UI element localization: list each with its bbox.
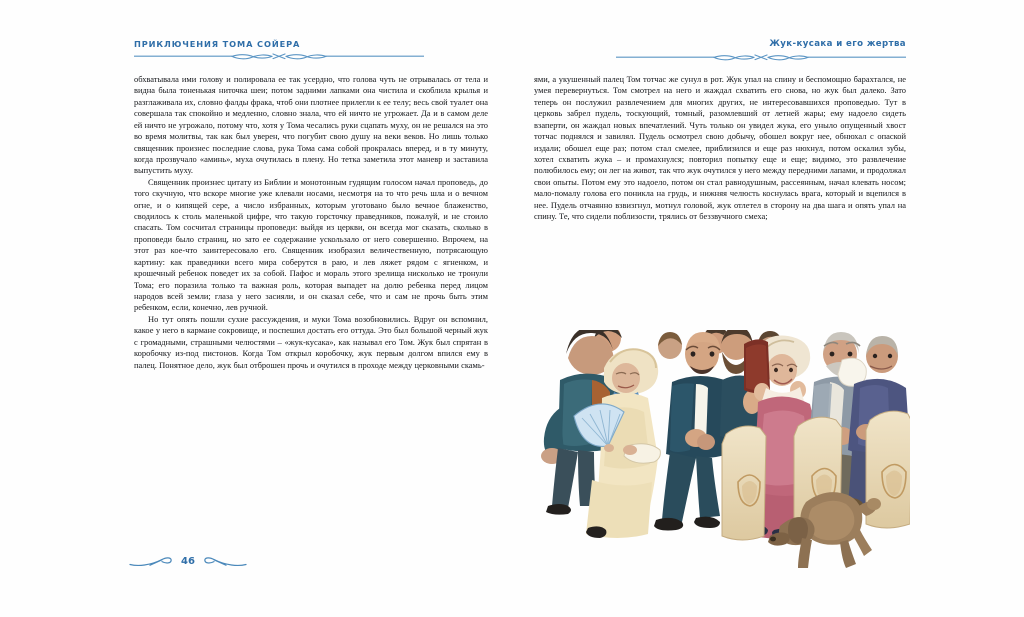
paragraph: ями, а укушенный палец Том тотчас же сунул в рот. Жук упал на спину и беспомощно барахтался, не умея перевернуться. Том смотрел на него и жаждал схватить его снова, но жук был далеко. Зато теперь он послужил развлечением для многих других, не интересовавшихся проповедью. Тут в церковь забрел пудель, тоскующий, томный, разомлевший от летней жары; ему надоело сидеть взаперти, он жаждал новых впечатлений. Чуть только он увидел жука, его уныло опущенный хвост тотчас поднялся и завилял. Пудель осмотрел свою добычу, обошел вокруг нее, обнюхал с опаской издали; обошел еще раз; потом стал смелее, приблизился и еще раз нюхнул, потом оскалил зубы, хотел схватить жука – и промахнулся; повторил попытку еще и еще; видимо, это развлечение полюбилось ему; он лег на живот, так что жук очутился у него между передними лапами, и продолжал свои опыты. Потом ему это надоело, потом он стал равнодушным, рассеянным, начал клевать носом; мало-помалу голова его поникла на грудь, и нижняя челюсть коснулась врага, который и вцепился в нее. Пудель отчаянно взвизгнул, мотнул головой, жук отлетел в сторону на два шага и опять упал на спину. Те, что сидели поблизости, трялись от беззвучного смеха; <box>534 74 906 222</box>
right-running-head <box>534 40 906 74</box>
flourish-rule-icon <box>616 54 906 68</box>
church-congregation-illustration <box>530 330 910 580</box>
right-running-head-text: Жук-кусака и его жертва <box>769 39 906 49</box>
congregation-watercolor-svg <box>530 330 910 580</box>
paragraph: Священник произнес цитату из Библии и монотонным гудящим голосом начал проповедь, до того скучную, что вскоре многие уже клевали носами, несмотря на то что речь шла и о вечном огне, и о кипящей сере, а число избранных, которым уготовано было вечное блаженство, сводилось к столь маленькой цифре, что такую горсточку праведников, пожалуй, и не стоило спасать. Том сосчитал страницы проповеди: выйдя из церкви, он всегда мог сказать, сколько в проповеди было страниц, но зато ее содержание ускользало от него совершенно. Впрочем, на этот раз кое-что заинтересовало его. Священник изобразил величественную, потрясающую картину: как праведники всего мира соберутся в раю, и лев ляжет рядом с ягненком, и крошечный ребенок поведет их за собой. Пафос и мораль этого зрелища нисколько не тронули Тома; его поразила только та важная роль, которая выпадет на долю ребенка перед лицом народов всей земли; глаза у него засияли, и он сказал себе, что и сам не прочь быть этим ребенком, если, конечно, лев ручной. <box>134 176 488 313</box>
right-header-ornament-rule <box>534 54 906 68</box>
left-page-folio <box>0 555 512 569</box>
left-running-head <box>134 40 488 74</box>
folio-number: 46 <box>181 556 195 567</box>
flourish-rule-icon <box>134 53 424 67</box>
left-header-ornament-rule <box>134 53 488 67</box>
right-page <box>512 0 1024 617</box>
paragraph: обхватывала ими голову и полировала ее так усердно, что голова чуть не отрывалась от тела и видна была тоненькая ниточка шеи; потом задними лапками она чистила и скоблила крылья и разглаживала их, словно фалды фрака, чтоб они плотнее прилегли к ее телу; весь свой туалет она совершала так спокойно и медленно, словно знала, что ей ничто не угрожает. Да и в самом деле ей ничто не угрожало, потому что, хотя у Тома чесались руки сцапать муху, он не решался на это во время молитвы, так как был уверен, что погубит свою душу на веки веков. Но лишь только священник произнес последние слова, рука Тома сама собой прокралась вперед, и в ту минуту, когда прозвучало «аминь», муха очутилась в плену. Но тетка заметила этот маневр и заставила выпустить муху. <box>134 74 488 176</box>
right-page-text-column <box>534 74 906 222</box>
left-running-head-text: ПРИКЛЮЧЕНИЯ ТОМА СОЙЕРА <box>134 39 301 49</box>
paragraph: Но тут опять пошли сухие рассуждения, и муки Тома возобновились. Вдруг он вспомнил, какое у него в кармане сокровище, и поспешил достать его оттуда. Это был большой черный жук с громадными, страшными челюстями – «жук-кусака», как называл его Том. Жук был спрятан в коробочку из-под пистонов. Когда Том открыл коробочку, жук первым долгом впился ему в палец. Понятное дело, жук был отброшен прочь и очутился в проходе между церковными скамь- <box>134 313 488 370</box>
left-page-text-column <box>134 74 488 371</box>
folio-ornament-left-icon <box>128 555 174 569</box>
folio-ornament-right-icon <box>202 555 248 569</box>
